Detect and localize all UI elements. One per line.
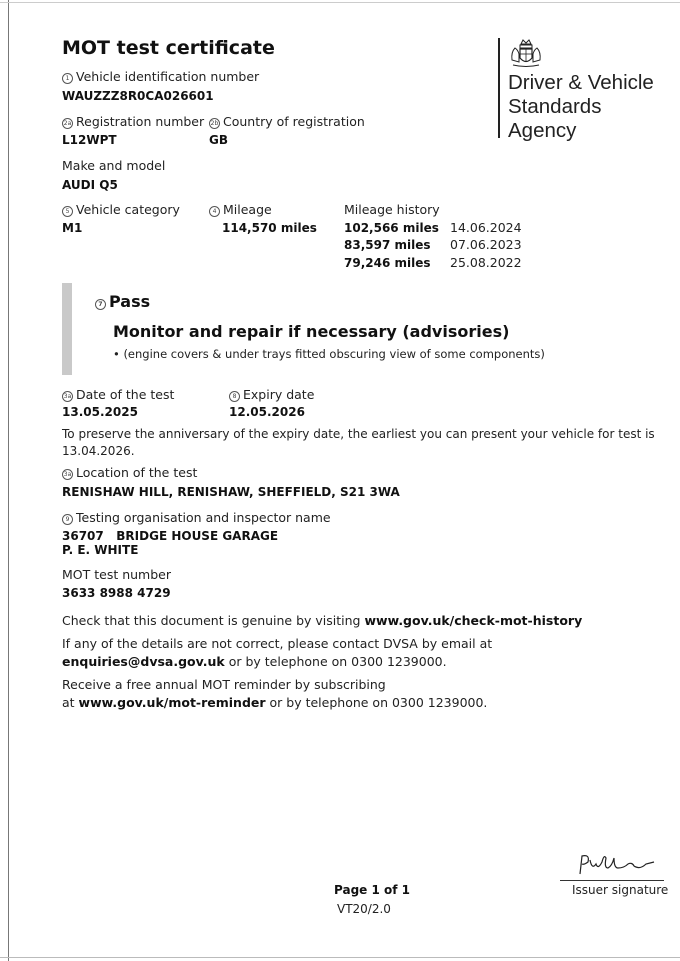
mileage-history-label: Mileage history (344, 202, 440, 217)
category-label: 5 Vehicle category (62, 202, 180, 217)
mileage-history-miles: 83,597 miles (344, 238, 431, 252)
testing-org-label: 9 Testing organisation and inspector name (62, 510, 331, 525)
expiry-label: 8 Expiry date (229, 387, 314, 402)
page-number: Page 1 of 1 (334, 883, 410, 897)
location-label: 3a Location of the test (63, 465, 198, 480)
signature-line (560, 880, 664, 881)
scan-edge-line (8, 0, 9, 961)
result-status: 7 Pass (95, 292, 150, 311)
vin-value: WAUZZZ8R0CA026601 (62, 89, 214, 103)
category-value: M1 (62, 221, 83, 235)
contact-line: enquiries@dvsa.gov.uk or by telephone on 0300 1239000. (62, 654, 447, 669)
result-marker-bar (62, 283, 72, 375)
registration-label: 2a Registration number (63, 114, 205, 129)
form-version: VT20/2.0 (337, 902, 391, 916)
certificate-title: MOT test certificate (62, 37, 275, 59)
mileage-history-date: 14.06.2024 (450, 220, 522, 235)
dvsa-email-link[interactable]: enquiries@dvsa.gov.uk (62, 654, 225, 669)
location-value: RENISHAW HILL, RENISHAW, SHEFFIELD, S21 3WA (62, 485, 400, 499)
make-model-value: AUDI Q5 (62, 178, 118, 192)
mileage-history-date: 07.06.2023 (450, 237, 522, 252)
expiry-value: 12.05.2026 (229, 405, 305, 419)
test-date-label: 3a Date of the test (63, 387, 175, 402)
scan-bottom-line (0, 957, 680, 958)
country-value: GB (209, 133, 228, 147)
anniversary-note-date: 13.04.2026. (62, 444, 135, 458)
check-mot-history-link[interactable]: www.gov.uk/check-mot-history (364, 613, 583, 628)
make-model-label: Make and model (62, 158, 166, 173)
issuer-signature (574, 850, 664, 884)
test-date-value: 13.05.2025 (62, 405, 138, 419)
agency-divider (498, 38, 500, 138)
inspector-name: P. E. WHITE (62, 543, 139, 557)
reminder-line: at www.gov.uk/mot-reminder or by telephone on 0300 1239000. (62, 695, 488, 710)
contact-line: If any of the details are not correct, please contact DVSA by email at (62, 636, 493, 651)
mileage-history-miles: 79,246 miles (344, 256, 431, 270)
test-number-label: MOT test number (62, 567, 171, 582)
issuer-signature-label: Issuer signature (572, 883, 669, 897)
mot-reminder-link[interactable]: www.gov.uk/mot-reminder (78, 695, 266, 710)
test-number-value: 3633 8988 4729 (62, 586, 171, 600)
registration-value: L12WPT (62, 133, 117, 147)
mileage-history-miles: 102,566 miles (344, 221, 439, 235)
agency-name: Driver & Vehicle Standards Agency (508, 71, 654, 142)
country-label: 2b Country of registration (210, 114, 365, 129)
royal-crest-icon (508, 38, 544, 72)
advisory-heading: Monitor and repair if necessary (advisories) (113, 322, 510, 341)
scan-top-line (0, 2, 680, 3)
genuine-check: Check that this document is genuine by visiting www.gov.uk/check-mot-history (62, 613, 583, 628)
anniversary-note: To preserve the anniversary of the expiry date, the earliest you can present your vehicle for test is (62, 427, 655, 441)
mileage-history-date: 25.08.2022 (450, 255, 522, 270)
vin-label: 1 Vehicle identification number (62, 69, 259, 84)
mileage-value: 114,570 miles (222, 221, 317, 235)
advisory-item: • (engine covers & under trays fitted obscuring view of some components) (113, 347, 545, 361)
reminder-line: Receive a free annual MOT reminder by subscribing (62, 677, 386, 692)
mileage-label: 4 Mileage (209, 202, 272, 217)
testing-org-value: 36707 BRIDGE HOUSE GARAGE (62, 529, 279, 543)
